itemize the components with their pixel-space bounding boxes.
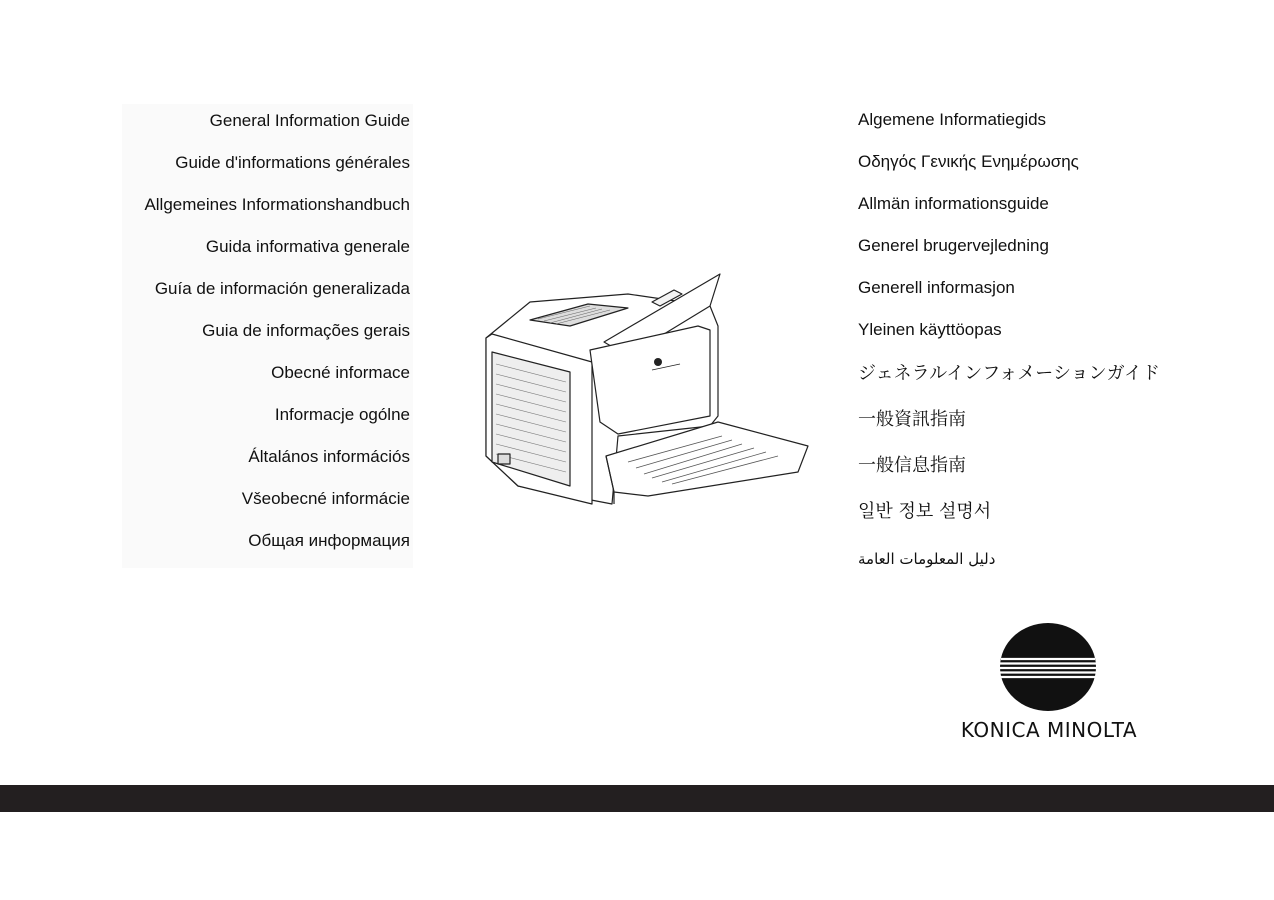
konica-minolta-globe-icon <box>999 622 1097 712</box>
printer-illustration <box>478 266 814 512</box>
guide-title-ko: 일반 정보 설명서 <box>858 501 992 522</box>
guide-title-cs: Obecné informace <box>271 363 410 382</box>
guide-title-en: General Information Guide <box>209 111 410 130</box>
right-language-column <box>858 104 1248 582</box>
guide-title-pl: Informacje ogólne <box>274 405 410 424</box>
laser-printer-icon <box>478 266 814 512</box>
guide-title-pt: Guia de informações gerais <box>202 321 410 340</box>
guide-title-no: Generell informasjon <box>858 278 1015 297</box>
brand-wordmark: KONICA MINOLTA <box>960 718 1138 742</box>
guide-title-nl: Algemene Informatiegids <box>858 110 1047 129</box>
guide-title-zh-tw: 一般資訊指南 <box>858 409 966 430</box>
guide-title-es: Guía de información generalizada <box>154 279 410 298</box>
guide-title-da: Generel brugervejledning <box>858 236 1049 255</box>
guide-title-ru: Общая информация <box>248 531 410 550</box>
footer-bar <box>0 785 1274 812</box>
guide-title-fi: Yleinen käyttöopas <box>858 320 1002 339</box>
guide-title-sv: Allmän informationsguide <box>858 194 1049 213</box>
left-language-column <box>122 104 413 568</box>
brand-logo <box>946 622 1152 747</box>
guide-title-zh-cn: 一般信息指南 <box>858 455 966 476</box>
guide-title-it: Guida informativa generale <box>205 237 410 256</box>
guide-title-ja: ジェネラルインフォメーションガイド <box>858 363 1161 384</box>
right-title-list <box>858 104 1248 582</box>
left-title-list <box>122 104 413 566</box>
guide-title-de: Allgemeines Informationshandbuch <box>144 195 410 214</box>
guide-title-ar: دليل المعلومات العامة <box>858 550 996 568</box>
guide-title-hu: Általános információs <box>248 447 410 466</box>
guide-title-el: Οδηγός Γενικής Ενημέρωσης <box>858 152 1079 171</box>
guide-title-sk: Všeobecné informácie <box>241 489 410 508</box>
guide-title-fr: Guide d'informations générales <box>175 153 410 172</box>
